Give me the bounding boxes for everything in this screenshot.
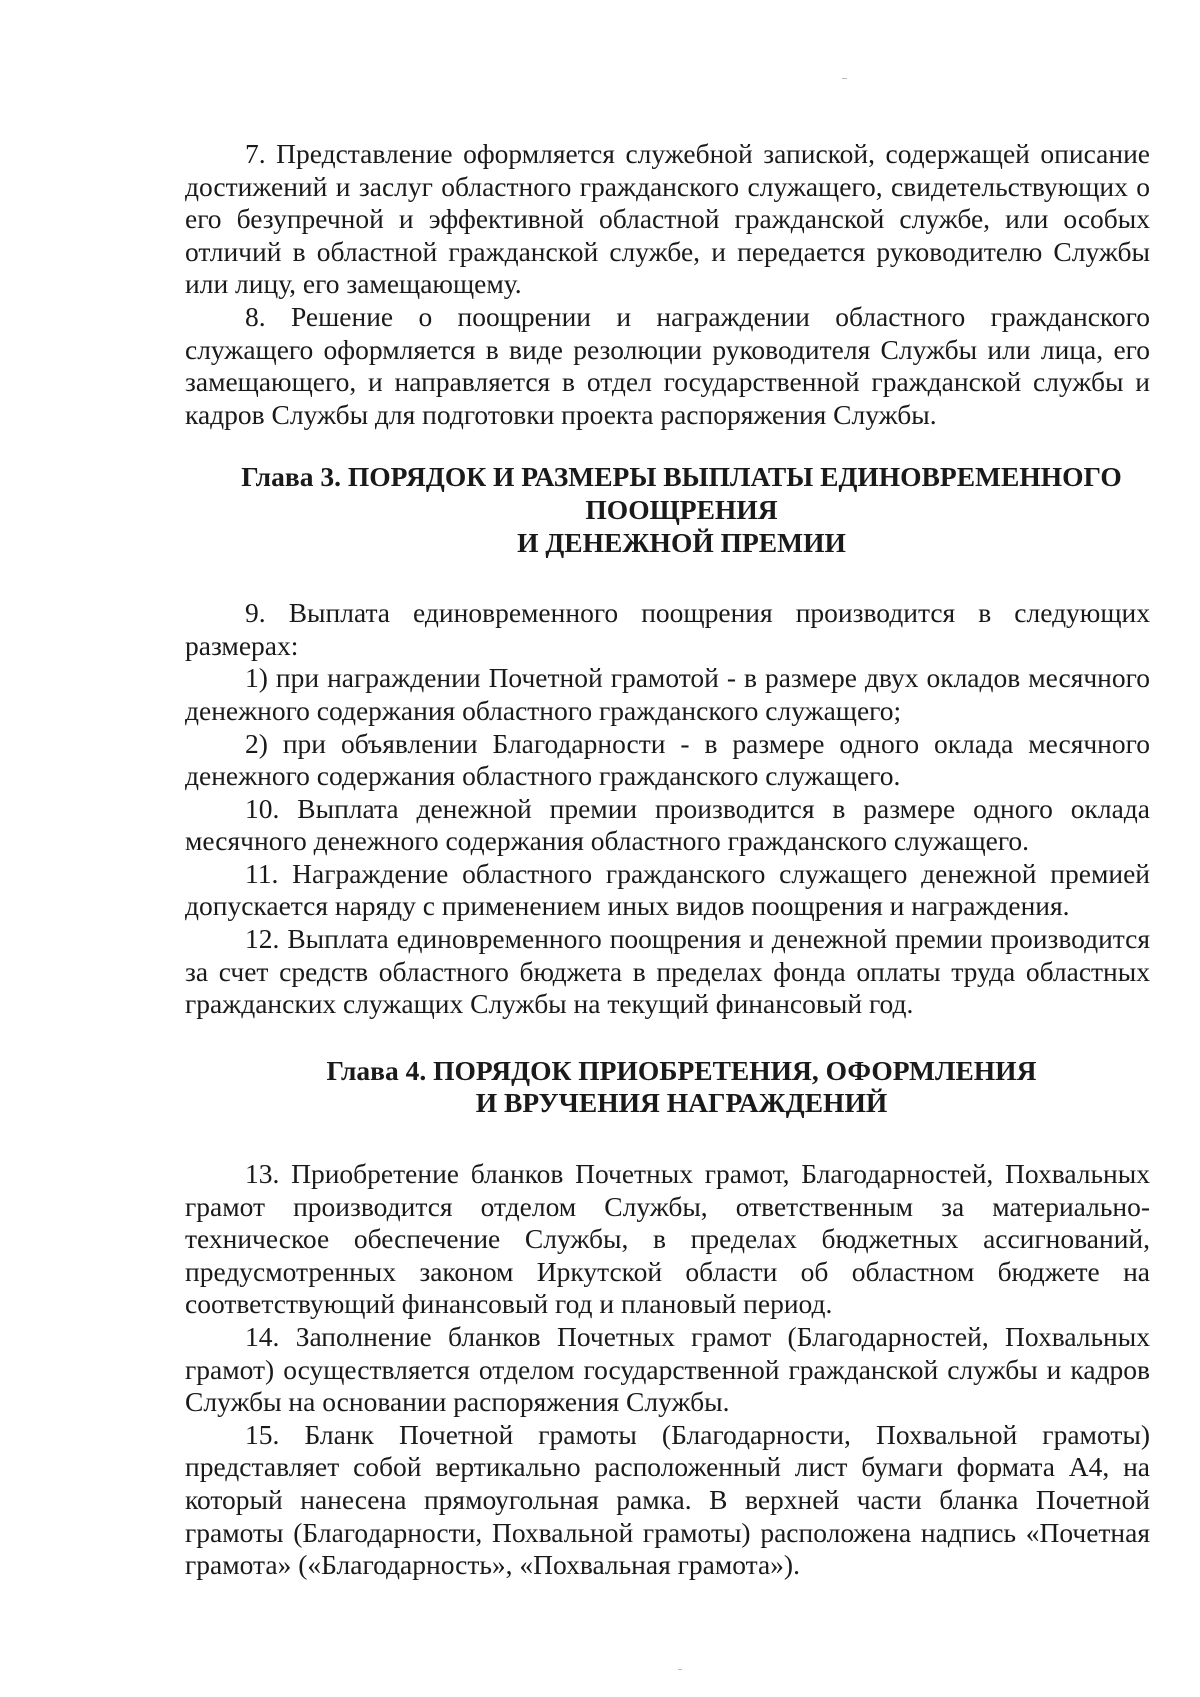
paragraph-15: 15. Бланк Почетной грамоты (Благодарности, Похвальной грамоты) представляет собой вертикально расположенный лист бумаги формата А4, на который нанесена прямоугольная рамка. В верхней части бланка Почетной грамоты (Благодарности, Похвальной грамоты) расположена надпись «Почетная грамота» («Благодарность», «Похвальная грамота»). xyxy=(185,1418,1150,1581)
paragraph-13: 13. Приобретение бланков Почетных грамот, Благодарностей, Похвальных грамот производится отделом Службы, ответственным за материально-техническое обеспечение Службы, в пределах бюджетных ассигнований, предусмотренных законом Иркутской области об областном бюджете на соответствующий финансовый год и плановый период. xyxy=(185,1158,1150,1320)
chapter-4-heading-line: Глава 4. ПОРЯДОК ПРИОБРЕТЕНИЯ, ОФОРМЛЕНИЯ xyxy=(326,1054,1037,1086)
chapter-4-heading xyxy=(185,1055,1150,1120)
paragraph-11: 11. Награждение областного гражданского служащего денежной премией допускается наряду с применением иных видов поощрения и награждения. xyxy=(185,857,1150,922)
chapter-3-heading xyxy=(185,461,1150,559)
chapter-4-heading-line: И ВРУЧЕНИЯ НАГРАЖДЕНИЙ xyxy=(475,1087,888,1119)
scan-speck xyxy=(842,78,847,79)
document-page xyxy=(185,138,1150,1582)
paragraph-9-item-1: 1) при награждении Почетной грамотой - в размере двух окладов месячного денежного содержания областного гражданского служащего; xyxy=(185,662,1150,726)
chapter-3-heading-line: ПООЩРЕНИЯ xyxy=(585,493,778,525)
paragraph-7: 7. Представление оформляется служебной запиской, содержащей описание достижений и заслуг областного гражданского служащего, свидетельствующих о его безупречной и эффективной областной гражданской службе, или особых отличий в областной гражданской службе, и передается руководителю Службы или лицу, его замещающему. xyxy=(185,138,1150,300)
paragraph-9-item-2: 2) при объявлении Благодарности - в размере одного оклада месячного денежного содержания областного гражданского служащего. xyxy=(185,727,1150,792)
paragraph-14: 14. Заполнение бланков Почетных грамот (Благодарностей, Похвальных грамот) осуществляется отделом государственной гражданской службы и кадров Службы на основании распоряжения Службы. xyxy=(185,1321,1150,1418)
chapter-3-heading-line: И ДЕНЕЖНОЙ ПРЕМИИ xyxy=(517,526,846,558)
paragraph-8: 8. Решение о поощрении и награждении областного гражданского служащего оформляется в виде резолюции руководителя Службы или лица, его замещающего, и направляется в отдел государственной гражданской службы и кадров Службы для подготовки проекта распоряжения Службы. xyxy=(185,300,1150,430)
paragraph-10: 10. Выплата денежной премии производится в размере одного оклада месячного денежного содержания областного гражданского служащего. xyxy=(185,792,1150,857)
paragraph-9: 9. Выплата единовременного поощрения производится в следующих размерах: xyxy=(185,597,1150,661)
paragraph-12: 12. Выплата единовременного поощрения и денежной премии производится за счет средств областного бюджета в пределах фонда оплаты труда областных гражданских служащих Службы на текущий финансовый год. xyxy=(185,923,1150,1020)
chapter-3-heading-line: Глава 3. ПОРЯДОК И РАЗМЕРЫ ВЫПЛАТЫ ЕДИНОВРЕМЕННОГО xyxy=(241,461,1122,493)
scan-speck xyxy=(678,1669,682,1670)
